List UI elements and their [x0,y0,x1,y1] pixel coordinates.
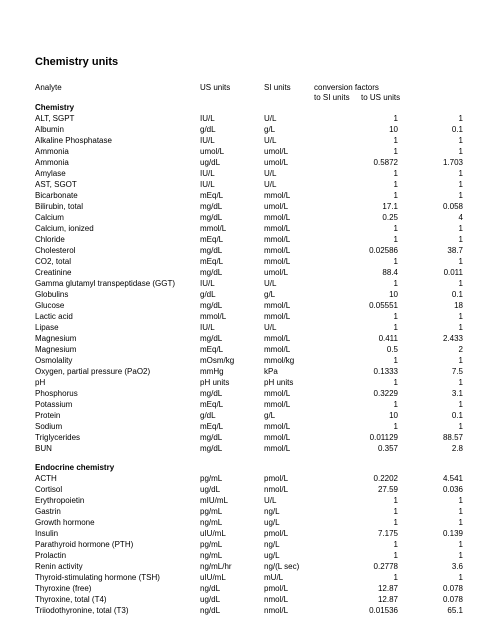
analyte-cell: Bilirubin, total [35,202,84,211]
us-unit-cell: mOsm/kg [200,356,235,365]
analyte-cell: Glucose [35,301,65,310]
si-unit-cell: mmol/L [264,400,291,409]
si-unit-cell: mmol/L [264,257,291,266]
table-row [35,366,475,377]
si-unit-cell: pH units [264,378,294,387]
analyte-cell: Growth hormone [35,518,95,527]
table-row [35,289,475,300]
analyte-cell: CO2, total [35,257,72,266]
to-si-factor-cell: 0.5872 [373,158,398,167]
us-unit-cell: mg/dL [200,389,223,398]
analyte-cell: Insulin [35,529,59,538]
to-si-factor-cell: 10 [389,290,398,299]
table-row [35,168,475,179]
to-us-factor-cell: 3.1 [451,389,463,398]
analyte-cell: Triiodothyronine, total (T3) [35,606,129,615]
analyte-cell: Prolactin [35,551,67,560]
us-unit-cell: mIU/mL [200,496,228,505]
table-row [35,550,475,561]
to-si-factor-cell: 1 [393,191,398,200]
table-row [35,157,475,168]
si-unit-cell: mmol/L [264,389,291,398]
to-si-factor-cell: 1 [393,573,398,582]
to-si-factor-cell: 0.2202 [373,474,398,483]
to-si-factor-cell: 1 [393,551,398,560]
si-unit-cell: mmol/L [264,224,291,233]
to-us-factor-cell: 1.703 [442,158,463,167]
us-unit-cell: pg/mL [200,474,223,483]
us-unit-cell: pH units [200,378,230,387]
section-endocrine-chemistry [35,462,475,616]
to-us-factor-cell: 3.6 [451,562,463,571]
us-unit-cell: mEq/L [200,191,224,200]
analyte-cell: Renin activity [35,562,83,571]
us-unit-cell: IU/L [200,323,215,332]
table-row [35,322,475,333]
to-si-factor-cell: 1 [393,356,398,365]
analyte-cell: Chloride [35,235,65,244]
to-us-factor-cell: 2.433 [442,334,463,343]
us-unit-cell: IU/L [200,180,215,189]
table-row [35,583,475,594]
to-us-factor-cell: 0.1 [451,411,463,420]
to-si-factor-cell: 1 [393,235,398,244]
si-unit-cell: mmol/L [264,334,291,343]
to-us-factor-cell: 0.036 [442,485,463,494]
us-unit-cell: mEq/L [200,257,224,266]
to-si-factor-cell: 1 [393,169,398,178]
analyte-cell: Cortisol [35,485,63,494]
to-us-factor-cell: 1 [458,224,463,233]
us-unit-cell: ug/dL [200,485,221,494]
analyte-cell: Alkaline Phosphatase [35,136,112,145]
analyte-cell: Gamma glutamyl transpeptidase (GGT) [35,279,176,288]
us-unit-cell: mg/dL [200,334,223,343]
to-si-factor-cell: 7.175 [377,529,398,538]
to-si-factor-cell: 1 [393,378,398,387]
to-si-factor-cell: 17.1 [382,202,398,211]
table-row [35,399,475,410]
si-unit-cell: kPa [264,367,278,376]
us-unit-cell: ug/dL [200,158,221,167]
to-si-factor-cell: 0.357 [377,444,398,453]
to-us-factor-cell: 0.1 [451,125,463,134]
to-us-factor-cell: 1 [458,378,463,387]
si-unit-cell: umol/L [264,268,289,277]
us-unit-cell: mmHg [200,367,224,376]
table-row [35,594,475,605]
analyte-cell: Globulins [35,290,69,299]
us-unit-cell: umol/L [200,147,225,156]
us-unit-cell: uIU/mL [200,529,226,538]
analyte-cell: AST, SGOT [35,180,77,189]
analyte-cell: ALT, SGPT [35,114,75,123]
si-unit-cell: nmol/L [264,485,289,494]
to-us-factor-cell: 1 [458,180,463,189]
si-unit-cell: umol/L [264,202,289,211]
to-si-factor-cell: 12.87 [377,595,398,604]
analyte-cell: Oxygen, partial pressure (PaO2) [35,367,151,376]
table-row [35,539,475,550]
to-us-factor-cell: 1 [458,147,463,156]
analyte-cell: Osmolality [35,356,73,365]
to-us-factor-cell: 0.078 [442,595,463,604]
table-row [35,201,475,212]
si-unit-cell: pmol/L [264,584,289,593]
analyte-cell: Phosphorus [35,389,78,398]
si-unit-cell: ng/L [264,507,280,516]
us-unit-cell: mg/dL [200,301,223,310]
to-si-factor-cell: 1 [393,136,398,145]
to-si-factor-cell: 1 [393,257,398,266]
to-us-factor-cell: 1 [458,169,463,178]
to-si-factor-cell: 0.411 [378,334,398,343]
si-unit-cell: mU/L [264,573,284,582]
to-us-factor-cell: 88.57 [442,433,463,442]
to-si-factor-cell: 27.59 [377,485,398,494]
analyte-cell: Calcium [35,213,64,222]
to-us-factor-cell: 38.7 [447,246,463,255]
to-us-factor-cell: 1 [458,540,463,549]
us-unit-cell: mEq/L [200,422,224,431]
to-us-factor-cell: 1 [458,518,463,527]
table-row [35,344,475,355]
us-unit-cell: ng/dL [200,584,221,593]
column-header-analyte: Analyte [35,83,62,92]
si-unit-cell: U/L [264,180,277,189]
us-unit-cell: ng/mL/hr [200,562,232,571]
us-unit-cell: ug/dL [200,595,221,604]
to-si-factor-cell: 12.87 [377,584,398,593]
to-us-factor-cell: 1 [458,496,463,505]
us-unit-cell: mg/dL [200,202,223,211]
analyte-cell: Erythropoietin [35,496,85,505]
table-row [35,605,475,616]
to-si-factor-cell: 0.3229 [373,389,398,398]
table-row [35,432,475,443]
to-us-factor-cell: 1 [458,356,463,365]
us-unit-cell: mg/dL [200,444,223,453]
si-unit-cell: umol/L [264,147,289,156]
us-unit-cell: mEq/L [200,345,224,354]
to-si-factor-cell: 1 [393,518,398,527]
us-unit-cell: IU/L [200,169,215,178]
to-si-factor-cell: 0.1333 [373,367,398,376]
si-unit-cell: U/L [264,114,277,123]
to-us-factor-cell: 1 [458,400,463,409]
si-unit-cell: mmol/L [264,444,291,453]
to-si-factor-cell: 1 [393,496,398,505]
to-si-factor-cell: 1 [393,114,398,123]
table-row [35,484,475,495]
analyte-cell: ACTH [35,474,57,483]
table-row [35,179,475,190]
table-row [35,572,475,583]
us-unit-cell: IU/L [200,136,215,145]
us-unit-cell: pg/mL [200,507,223,516]
table-row [35,495,475,506]
analyte-cell: Albumin [35,125,64,134]
to-si-factor-cell: 1 [393,422,398,431]
to-si-factor-cell: 88.4 [382,268,398,277]
table-row [35,561,475,572]
analyte-cell: Gastrin [35,507,61,516]
analyte-cell: Creatinine [35,268,72,277]
to-si-factor-cell: 1 [393,507,398,516]
to-us-factor-cell: 1 [458,422,463,431]
us-unit-cell: IU/L [200,279,215,288]
column-header-us-units: US units [200,83,231,92]
column-header-to-us-units: to US units [361,93,401,102]
column-header-si-units: SI units [264,83,291,92]
table-rows [35,113,475,454]
analyte-cell: Sodium [35,422,63,431]
to-si-factor-cell: 1 [393,540,398,549]
to-us-factor-cell: 18 [454,301,463,310]
to-us-factor-cell: 1 [458,573,463,582]
to-si-factor-cell: 0.01129 [369,433,398,442]
analyte-cell: Potassium [35,400,73,409]
to-us-factor-cell: 2 [458,345,463,354]
si-unit-cell: U/L [264,323,277,332]
analyte-cell: Lactic acid [35,312,73,321]
analyte-cell: Calcium, ionized [35,224,94,233]
analyte-cell: Amylase [35,169,66,178]
to-us-factor-cell: 7.5 [451,367,463,376]
table-row [35,517,475,528]
us-unit-cell: mg/dL [200,246,223,255]
us-unit-cell: mg/dL [200,268,223,277]
si-unit-cell: ug/L [264,518,280,527]
to-us-factor-cell: 1 [458,235,463,244]
to-us-factor-cell: 1 [458,323,463,332]
si-unit-cell: g/L [264,290,276,299]
si-unit-cell: ng/(L sec) [264,562,300,571]
table-row [35,311,475,322]
to-si-factor-cell: 1 [393,180,398,189]
to-si-factor-cell: 1 [393,224,398,233]
to-si-factor-cell: 0.5 [386,345,398,354]
analyte-cell: Magnesium [35,345,77,354]
section-title: Endocrine chemistry [35,463,115,472]
to-si-factor-cell: 0.2778 [373,562,398,571]
analyte-cell: Protein [35,411,61,420]
us-unit-cell: ng/mL [200,518,223,527]
table-row [35,124,475,135]
si-unit-cell: g/L [264,125,276,134]
si-unit-cell: mmol/L [264,191,291,200]
to-si-factor-cell: 1 [393,400,398,409]
to-us-factor-cell: 1 [458,114,463,123]
us-unit-cell: mEq/L [200,235,224,244]
analyte-cell: Thyroxine (free) [35,584,92,593]
table-row [35,223,475,234]
si-unit-cell: U/L [264,136,277,145]
us-unit-cell: g/dL [200,411,216,420]
to-us-factor-cell: 65.1 [447,606,463,615]
table-row [35,377,475,388]
to-si-factor-cell: 0.01536 [369,606,398,615]
page-title: Chemistry units [35,56,119,68]
si-unit-cell: ug/L [264,551,280,560]
to-us-factor-cell: 1 [458,257,463,266]
section-title: Chemistry [35,103,75,112]
si-unit-cell: mmol/kg [264,356,295,365]
table-row [35,388,475,399]
to-us-factor-cell: 0.011 [443,268,463,277]
si-unit-cell: umol/L [264,158,289,167]
si-unit-cell: nmol/L [264,595,289,604]
section-chemistry [35,102,475,454]
si-unit-cell: g/L [264,411,276,420]
us-unit-cell: mg/dL [200,213,223,222]
us-unit-cell: pg/mL [200,540,223,549]
to-us-factor-cell: 1 [458,136,463,145]
to-us-factor-cell: 1 [458,312,463,321]
to-si-factor-cell: 1 [393,312,398,321]
us-unit-cell: ng/mL [200,551,223,560]
si-unit-cell: U/L [264,169,277,178]
us-unit-cell: g/dL [200,125,216,134]
si-unit-cell: ng/L [264,540,280,549]
analyte-cell: Bicarbonate [35,191,78,200]
table-row [35,506,475,517]
table-row [35,245,475,256]
analyte-cell: Magnesium [35,334,77,343]
si-unit-cell: mmol/L [264,235,291,244]
table-row [35,113,475,124]
to-si-factor-cell: 1 [393,147,398,156]
analyte-cell: Ammonia [35,147,69,156]
table-row [35,146,475,157]
to-us-factor-cell: 4 [458,213,463,222]
table-row [35,355,475,366]
to-us-factor-cell: 1 [458,507,463,516]
table-rows [35,473,475,616]
to-us-factor-cell: 4.541 [442,474,463,483]
us-unit-cell: ng/dL [200,606,221,615]
analyte-cell: Cholesterol [35,246,76,255]
table-row [35,528,475,539]
us-unit-cell: mEq/L [200,400,224,409]
to-si-factor-cell: 0.05551 [369,301,398,310]
to-si-factor-cell: 1 [393,279,398,288]
to-us-factor-cell: 0.078 [442,584,463,593]
analyte-cell: Parathyroid hormone (PTH) [35,540,134,549]
si-unit-cell: pmol/L [264,529,289,538]
table-row [35,190,475,201]
us-unit-cell: mg/dL [200,433,223,442]
to-si-factor-cell: 10 [389,125,398,134]
to-si-factor-cell: 0.25 [382,213,398,222]
analyte-cell: BUN [35,444,52,453]
column-header-to-si-units: to SI units [314,93,350,102]
si-unit-cell: mmol/L [264,301,291,310]
si-unit-cell: pmol/L [264,474,289,483]
si-unit-cell: mmol/L [264,312,291,321]
table-row [35,212,475,223]
analyte-cell: Triglycerides [35,433,81,442]
analyte-cell: Lipase [35,323,59,332]
us-unit-cell: mmol/L [200,312,227,321]
table-row [35,135,475,146]
table-row [35,443,475,454]
table-row [35,267,475,278]
si-unit-cell: mmol/L [264,422,291,431]
si-unit-cell: mmol/L [264,345,291,354]
si-unit-cell: mmol/L [264,213,291,222]
table-row [35,278,475,289]
table-row [35,300,475,311]
to-si-factor-cell: 10 [389,411,398,420]
table-row [35,421,475,432]
analyte-cell: pH [35,378,46,387]
table-row [35,234,475,245]
us-unit-cell: mmol/L [200,224,227,233]
to-si-factor-cell: 1 [393,323,398,332]
us-unit-cell: g/dL [200,290,216,299]
si-unit-cell: mmol/L [264,246,291,255]
to-us-factor-cell: 2.8 [451,444,463,453]
analyte-cell: Thyroid-stimulating hormone (TSH) [35,573,160,582]
si-unit-cell: U/L [264,496,277,505]
table-row [35,256,475,267]
si-unit-cell: U/L [264,279,277,288]
us-unit-cell: uIU/mL [200,573,226,582]
table-row [35,473,475,484]
to-us-factor-cell: 1 [458,279,463,288]
us-unit-cell: IU/L [200,114,215,123]
to-us-factor-cell: 1 [458,551,463,560]
table-row [35,333,475,344]
si-unit-cell: nmol/L [264,606,289,615]
to-us-factor-cell: 0.1 [451,290,463,299]
analyte-cell: Thyroxine, total (T4) [35,595,107,604]
table-row [35,410,475,421]
to-us-factor-cell: 0.139 [442,529,463,538]
si-unit-cell: mmol/L [264,433,291,442]
column-header-conversion-factors: conversion factors [314,83,379,92]
to-si-factor-cell: 0.02586 [369,246,398,255]
to-us-factor-cell: 0.058 [442,202,463,211]
to-us-factor-cell: 1 [458,191,463,200]
analyte-cell: Ammonia [35,158,69,167]
